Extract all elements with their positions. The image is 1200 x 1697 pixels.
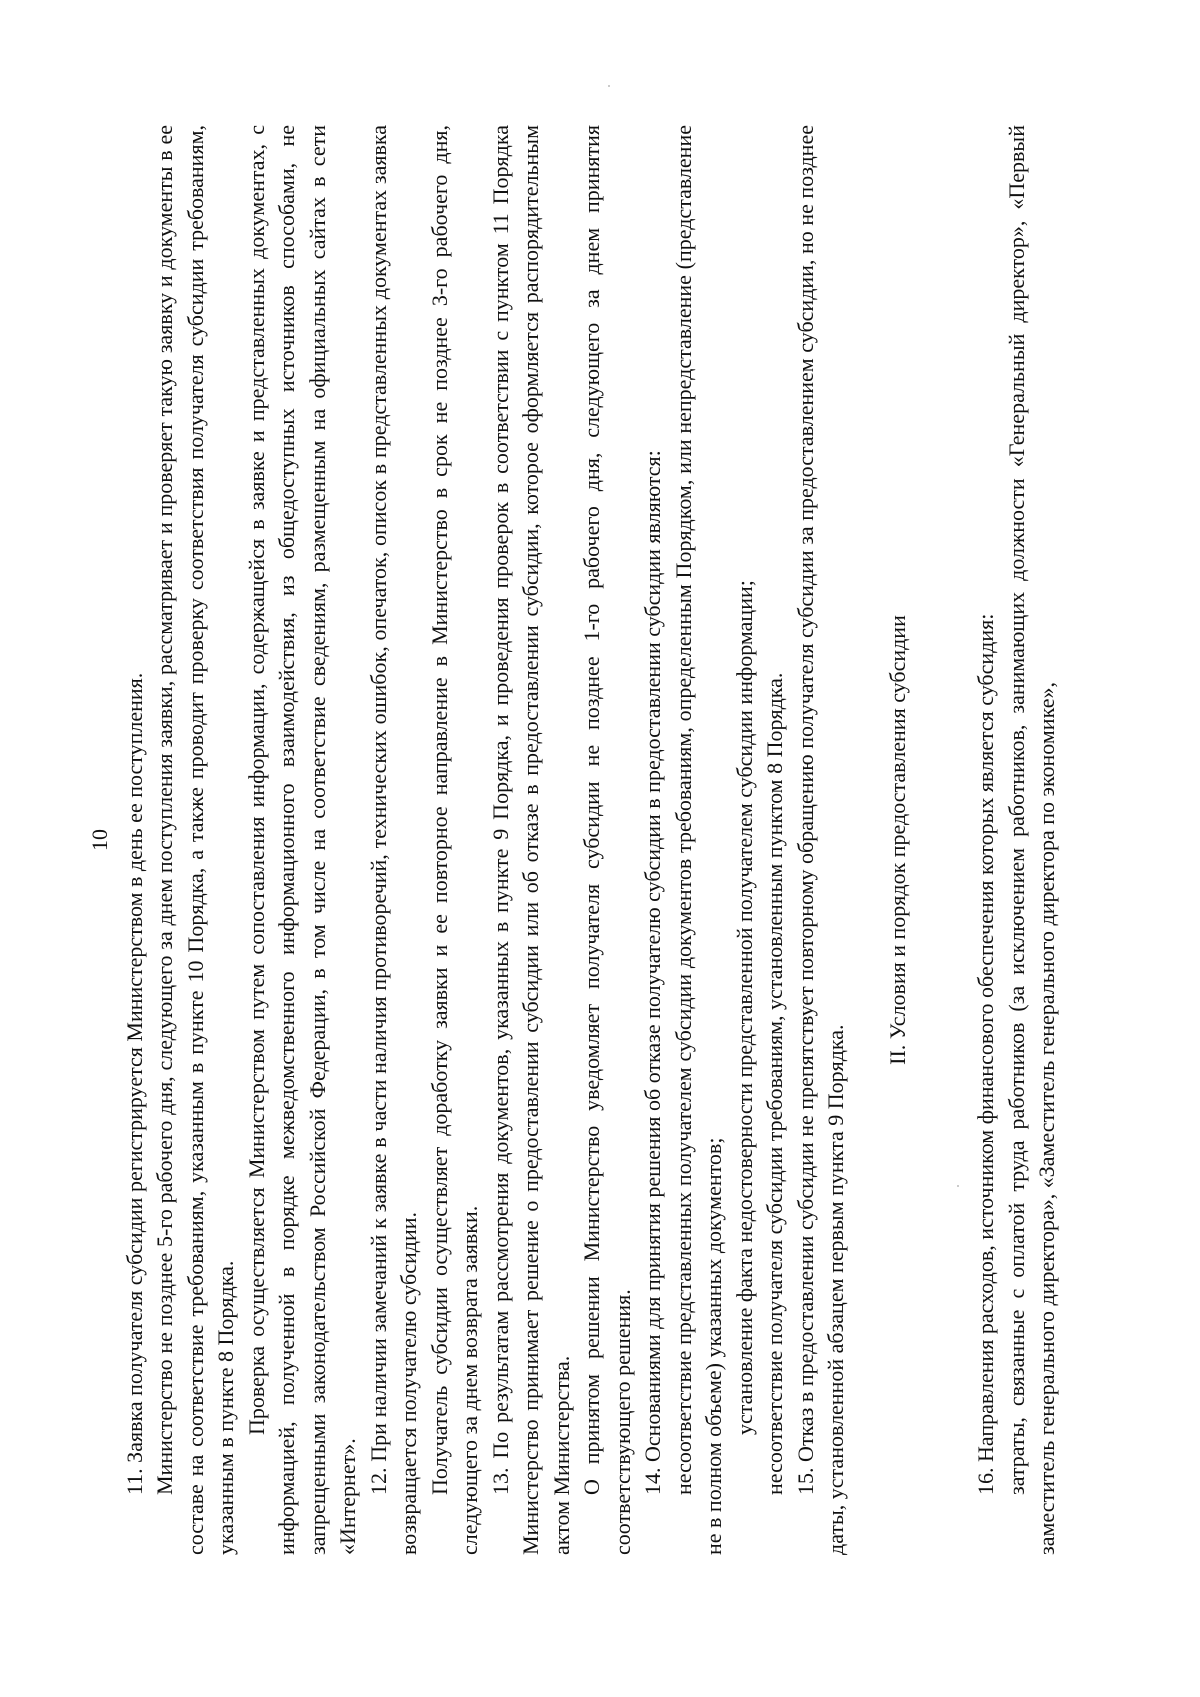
paragraph-11-review: Министерство не позднее 5-го рабочего дня, следующего за днем поступления заявки, рассматривает и проверяет такую заявку и документы в ее составе на соответствие требованиям, указанным в пункте 10 Порядка, а также проводит проверку соответствия получателя субсидии требованиям, указанным в пункте 8 Порядка.: [152, 125, 238, 1555]
section-heading: II. Условия и порядок предоставления субсидии: [884, 615, 910, 1065]
paragraph-14-ground-3: несоответствие получателя субсидии требованиям, установленным пунктом 8 Порядка.: [762, 672, 787, 1495]
paragraph-12: 12. При наличии замечаний к заявке в части наличия противоречий, технических ошибок, опечаток, описок в представленных документах заявка возвращается получателю субсидии.: [365, 125, 421, 1555]
paragraph-11: 11. Заявка получателя субсидии регистрируется Министерством в день ее поступления.: [121, 672, 147, 1495]
paragraph-13-notice: О принятом решении Министерство уведомляет получателя субсидии не позднее 1-го рабочего дня, следующего за днем принятия соответствующего решения.: [579, 125, 635, 1555]
paragraph-11-check: Проверка осуществляется Министерством путем сопоставления информации, содержащейся в заявке и представленных документах, с информацией, полученной в порядке межведомственного информационного взаимодействия, из общедоступных источников способами, не запрещенными законодательством Российской Федерации, в том числе на соответствие сведениям, размещенным на официальных сайтах в сети «Интернет».: [243, 125, 360, 1555]
paragraph-14: 14. Основаниями для принятия решения об отказе получателю субсидии в предоставлении субсидии являются:: [640, 450, 665, 1495]
paragraph-16: 16. Направления расходов, источником финансового обеспечения которых является субсидия:: [973, 613, 998, 1495]
paragraph-12-revision: Получатель субсидии осуществляет доработку заявки и ее повторное направление в Министерство в срок не позднее 3-го рабочего дня, следующего за днем возврата заявки.: [426, 125, 482, 1555]
scan-speck: [608, 85, 610, 87]
paragraph-15: 15. Отказ в предоставлении субсидии не препятствует повторному обращению получателя субсидии за предоставлением субсидии, но не позднее даты, установленной абзацем первым пункта 9 Порядка.: [792, 125, 848, 1555]
page-number: 10: [87, 829, 112, 851]
paragraph-14-ground-1: несоответствие представленных получателем субсидии документов требованиям, определенным Порядком, или непредставление (представление не в полном объеме) указанных документов;: [670, 125, 726, 1555]
paragraph-14-ground-2: установление факта недостоверности представленной получателем субсидии информации;: [731, 580, 757, 1435]
paragraph-16-item-1: затраты, связанные с оплатой труда работников (за исключением работников, занимающих должности «Генеральный директор», «Первый заместитель генерального директора», «Заместитель генерального директора по экономике»,: [1003, 125, 1059, 1555]
paragraph-13: 13. По результатам рассмотрения документов, указанных в пункте 9 Порядка, и проведения проверок в соответствии с пунктом 11 Порядка Министерство принимает решение о предоставлении субсидии или об отказе в предоставлении субсидии, которое оформляется распорядительным актом Министерства.: [487, 125, 574, 1555]
rotated-text-block: [85, 125, 1059, 1555]
